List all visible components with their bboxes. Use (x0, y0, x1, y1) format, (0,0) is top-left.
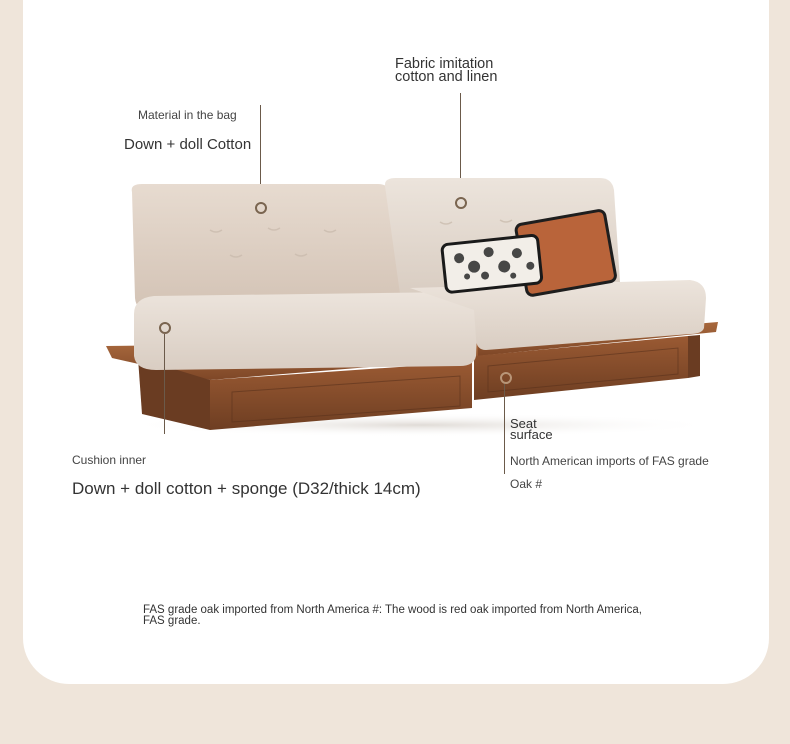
cushion-callout-line (164, 334, 165, 434)
seat-surface-title-line1: Seat (510, 416, 537, 431)
seat-callout-line (504, 384, 505, 474)
wood-base-marker (500, 372, 512, 384)
bag-material-value: Down + doll Cotton (124, 136, 252, 153)
footnote: FAS grade oak imported from North America #: The wood is red oak imported from North America, FAS grade. (143, 604, 642, 627)
cushion-inner-value: Down + doll cotton + sponge (D32/thick 14cm) (72, 479, 421, 498)
fabric-label-line1: Fabric imitation (395, 56, 494, 72)
fabric-marker (455, 197, 467, 209)
seat-surface-value-line2: Oak # (510, 477, 543, 491)
cushion-inner-title: Cushion inner (72, 453, 147, 467)
fabric-label-line2: cotton and linen (395, 69, 498, 85)
fabric-label (395, 58, 497, 84)
back-cushion-marker (255, 202, 267, 214)
seat-surface-title (510, 418, 553, 440)
seat-surface-value-line1: North American imports of FAS grade (510, 454, 709, 468)
seat-surface-title-line2: surface (510, 427, 553, 442)
sofa-product-image (100, 170, 730, 440)
seat-cushion-marker (159, 322, 171, 334)
bag-material-title: Material in the bag (138, 108, 237, 122)
